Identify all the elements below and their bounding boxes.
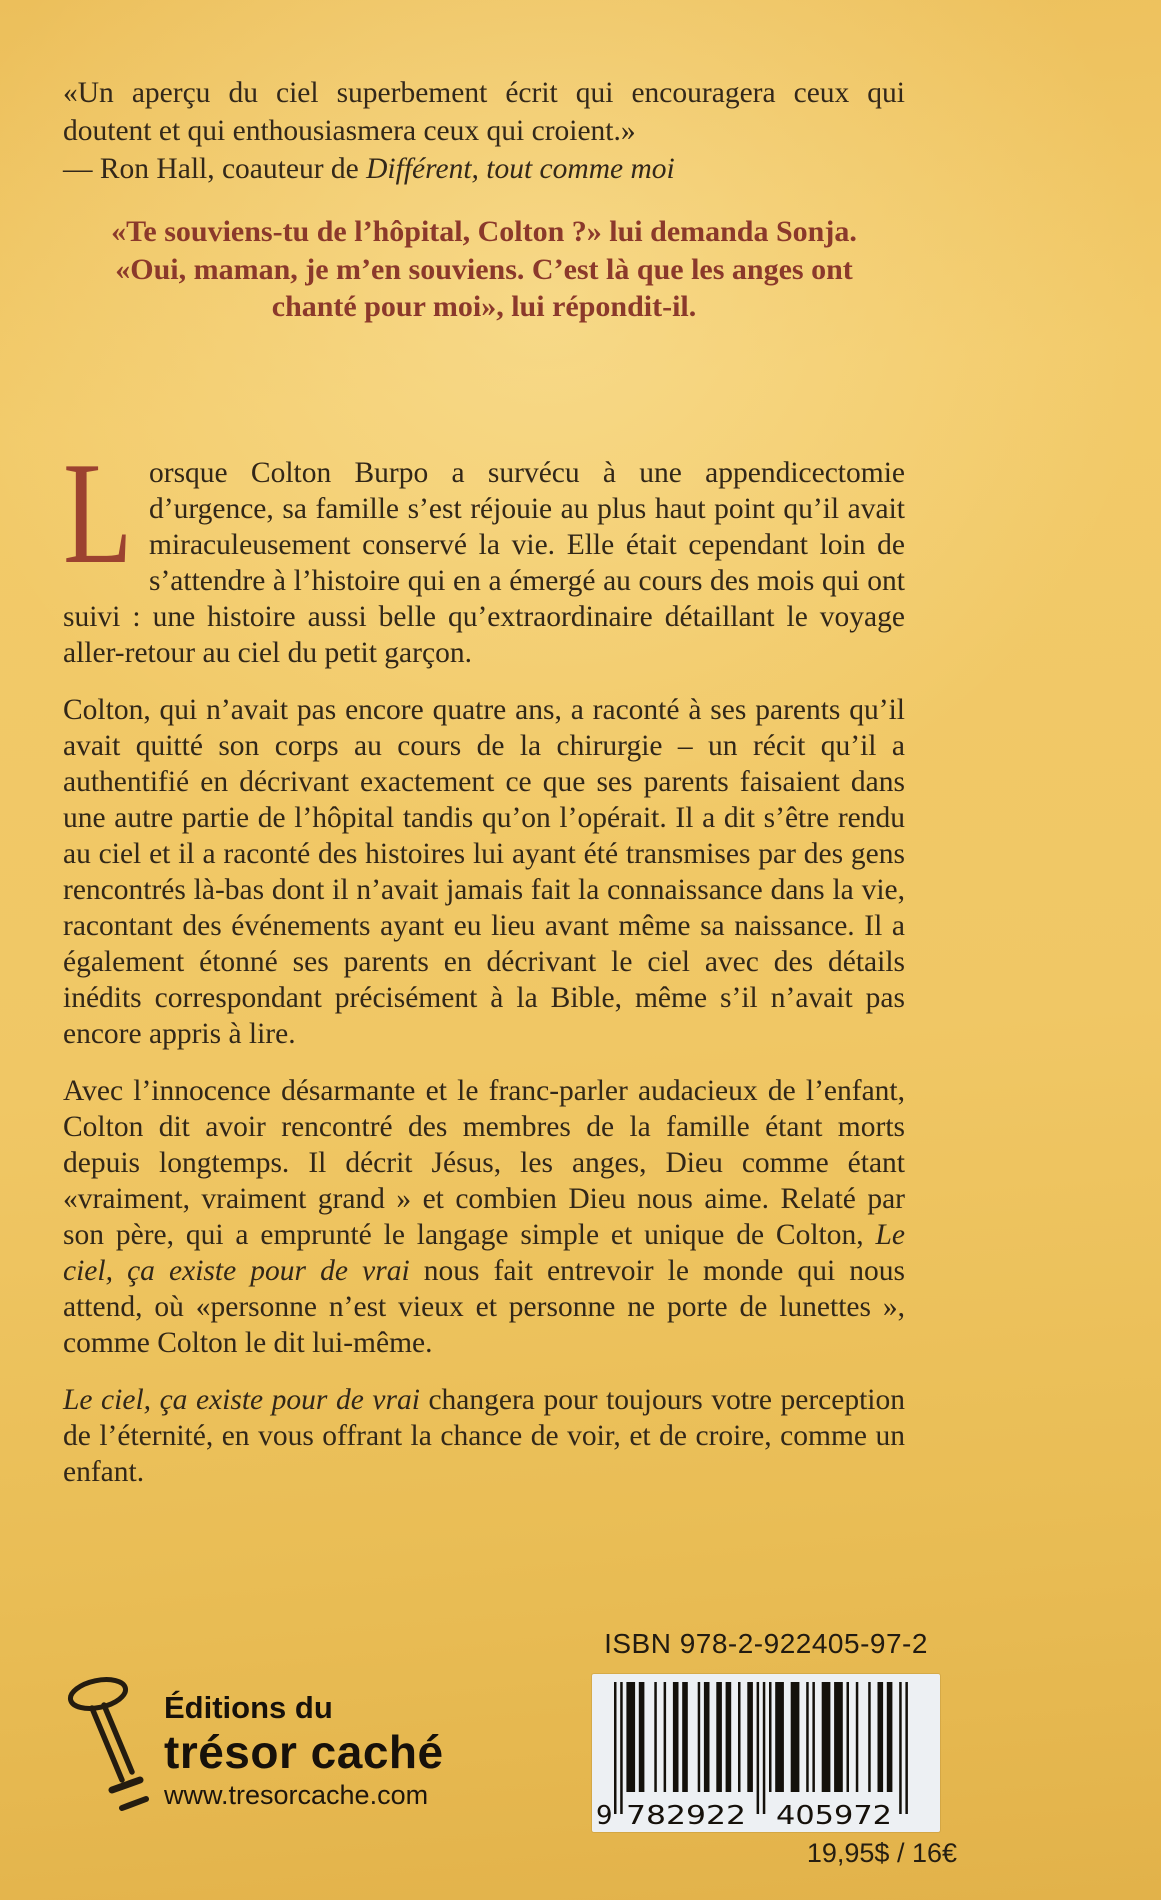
shovel-icon [52,1668,156,1826]
barcode-digits-left: 782922 [626,1801,746,1831]
synopsis-paragraph-4 [63,1382,905,1490]
synopsis-paragraph-3 [63,1073,905,1361]
review-quote-text: «Un aperçu du ciel superbement écrit qui encouragera ceux qui doutent et qui enthousiasmera ceux qui croient.» [63,77,905,147]
dialogue-quote-line-2: «Oui, maman, je m’en souviens. C’est là que les anges ont [115,252,853,286]
publisher-text [164,1668,444,1812]
isbn-label: ISBN 978-2-922405-97-2 [604,1628,928,1659]
publisher-name-line-2: trésor caché [164,1726,444,1778]
review-quote-book-title: Différent, tout comme moi [366,153,675,185]
synopsis-paragraph-2: Colton, qui n’avait pas encore quatre ans, a raconté à ses parents qu’il avait quitté son corps au cours de la chirurgie – un récit qu’il a authentifié en décrivant exactement ce que ses parents faisaient dans une autre partie de l’hôpital tandis qu’on l’opérait. Il a dit s’être rendu au ciel et il a raconté des histoires lui ayant été transmises par des gens rencontrés là-bas dont il n’avait jamais fait la connaissance dans la vie, racontant des événements ayant eu lieu avant même sa naissance. Il a également étonné ses parents en décrivant le ciel avec des détails inédits correspondant précisément à la Bible, même s’il n’avait pas encore appris à lire. [63,694,905,1050]
synopsis-paragraph-4-text: changera pour toujours votre perception de l’éternité, en vous offrant la chance de voir, et de croire, comme un enfant. [63,1384,906,1488]
synopsis-paragraph-1 [63,432,905,671]
barcode-digit-lead: 9 [596,1801,613,1831]
publisher-block [52,1668,444,1826]
review-quote [63,74,905,188]
price-label: 19,95$ / 16€ [806,1838,957,1868]
review-quote-paragraph [63,74,905,188]
barcode-svg [592,1674,940,1832]
barcode [592,1674,940,1832]
synopsis-paragraph-3-text-a: Avec l’innocence désarmante et le franc-parler audacieux de l’enfant, Colton dit avoir rencontré des membres de la famille étant morts depuis longtemps. Il décrit Jésus, les anges, Dieu comme étant «vraiment, vraiment grand » et combien Dieu nous aime. Relaté par son père, qui a emprunté le langage simple et unique de Colton, [63,1075,905,1251]
synopsis [63,432,906,1490]
dialogue-quote [63,213,905,326]
review-quote-attribution: — Ron Hall, coauteur de [63,153,367,185]
barcode-digits-right: 405972 [776,1801,892,1831]
publisher-name-line-1: Éditions du [164,1690,333,1725]
drop-cap: L [63,432,133,594]
dialogue-quote-line-1: «Te souviens-tu de l’hôpital, Colton ?» lui demanda Sonja. [111,215,857,248]
book-title-italic: Le ciel, ça existe pour de vrai [63,1219,905,1287]
dialogue-quote-line-3: chanté pour moi», lui répondit-il. [271,290,697,323]
synopsis-paragraph-3-text-b: nous fait entrevoir le monde qui nous attend, où «personne n’est vieux et personne ne porte de lunettes », comme Colton le dit lui-même. [63,1255,905,1359]
barcode-bars [614,1682,908,1814]
synopsis-paragraph-1-text: orsque Colton Burpo a survécu à une appendicectomie d’urgence, sa famille s’est réjouie au plus haut point qu’il avait miraculeusement conservé la vie. Elle était cependant loin de s’attendre à l’histoire qui en a émergé au cours des mois qui ont suivi : une histoire aussi belle qu’extraordinaire détaillant le voyage aller-retour au ciel du petit garçon. [63,457,905,669]
publisher-website: www.tresorcache.com [164,1780,429,1810]
book-title-italic: Le ciel, ça existe pour de vrai [63,1384,420,1416]
